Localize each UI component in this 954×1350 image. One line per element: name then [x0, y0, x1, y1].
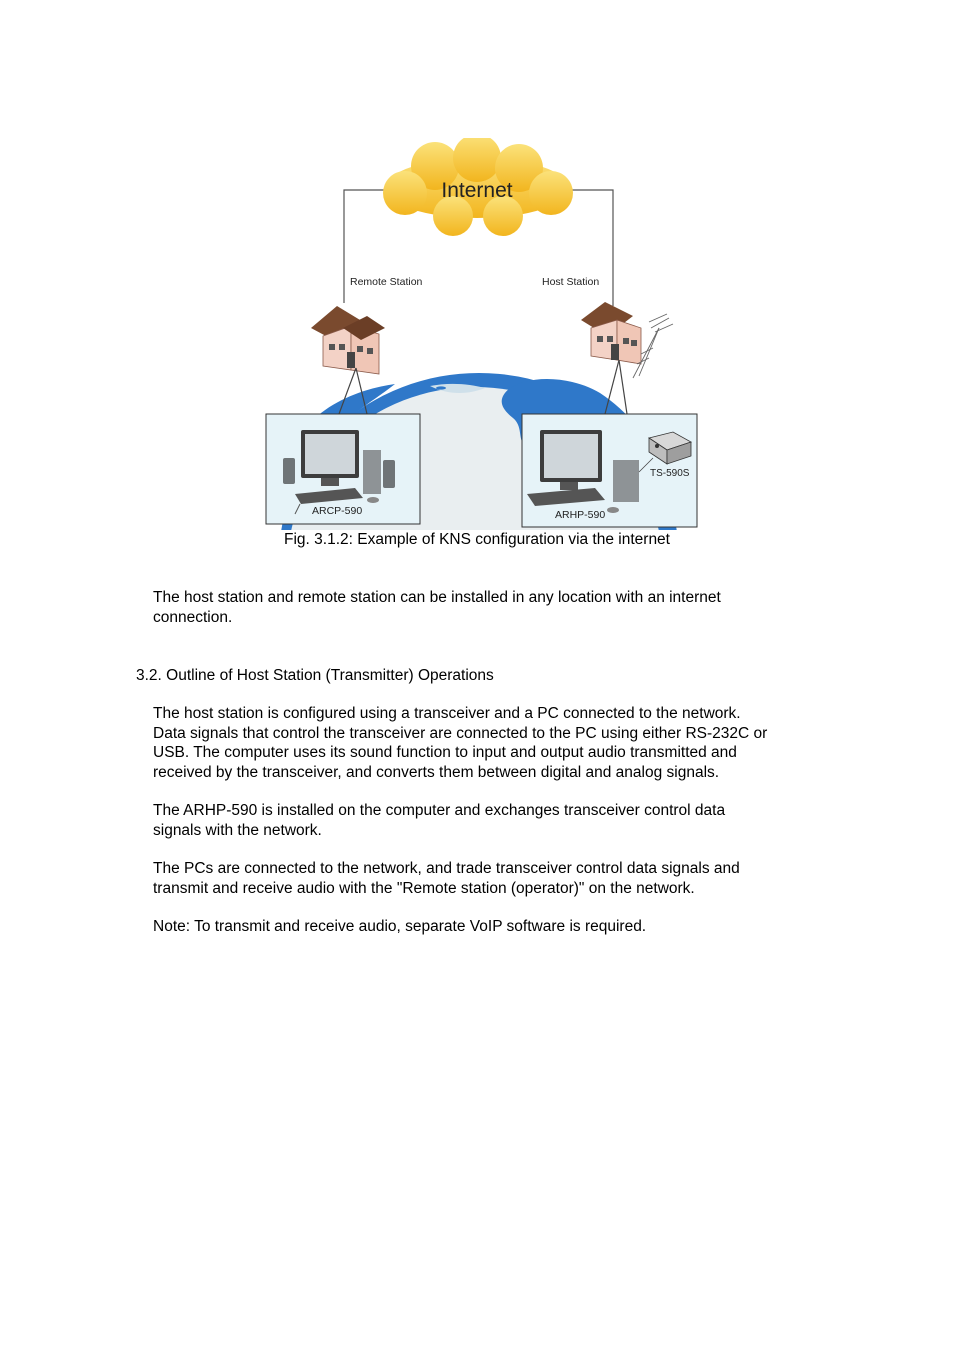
transceiver-label: TS-590S	[650, 468, 690, 479]
intro-paragraph	[153, 588, 843, 627]
paragraph-line: Data signals that control the transceiver are connected to the PC using either RS-232C or	[153, 724, 768, 742]
remote-pc-label: ARCP-590	[312, 505, 363, 517]
paragraph-line: received by the transceiver, and converts them between digital and analog signals.	[153, 763, 720, 781]
paragraph-line: signals with the network.	[153, 821, 322, 839]
figure-caption: Fig. 3.1.2: Example of KNS configuration via the internet	[284, 531, 670, 548]
intro-line: The host station and remote station can be installed in any location with an internet	[153, 589, 721, 606]
host-station-label: Host Station	[542, 276, 600, 288]
remote-house-icon	[311, 306, 385, 374]
paragraph-line: transmit and receive audio with the "Remote station (operator)" on the network.	[153, 879, 695, 897]
paragraph-pcs	[153, 859, 843, 898]
internet-label: Internet	[441, 179, 513, 202]
note-paragraph: Note: To transmit and receive audio, separate VoIP software is required.	[153, 918, 647, 935]
paragraph-line: The host station is configured using a transceiver and a PC connected to the network.	[153, 705, 741, 722]
section-heading: 3.2. Outline of Host Station (Transmitter) Operations	[136, 667, 494, 684]
host-pc-label: ARHP-590	[555, 509, 606, 521]
host-house-icon	[581, 302, 641, 364]
paragraph-host-station	[153, 704, 843, 782]
host-link-line-2	[619, 360, 627, 414]
intro-line: connection.	[153, 608, 233, 626]
paragraph-line: The ARHP-590 is installed on the computer and exchanges transceiver control data	[153, 802, 726, 819]
paragraph-line: USB. The computer uses its sound function to input and output audio transmitted and	[153, 744, 737, 761]
paragraph-arhp	[153, 801, 843, 840]
paragraph-line: The PCs are connected to the network, and trade transceiver control data signals and	[153, 860, 740, 877]
kns-configuration-diagram	[255, 138, 700, 530]
remote-station-label: Remote Station	[350, 276, 423, 288]
